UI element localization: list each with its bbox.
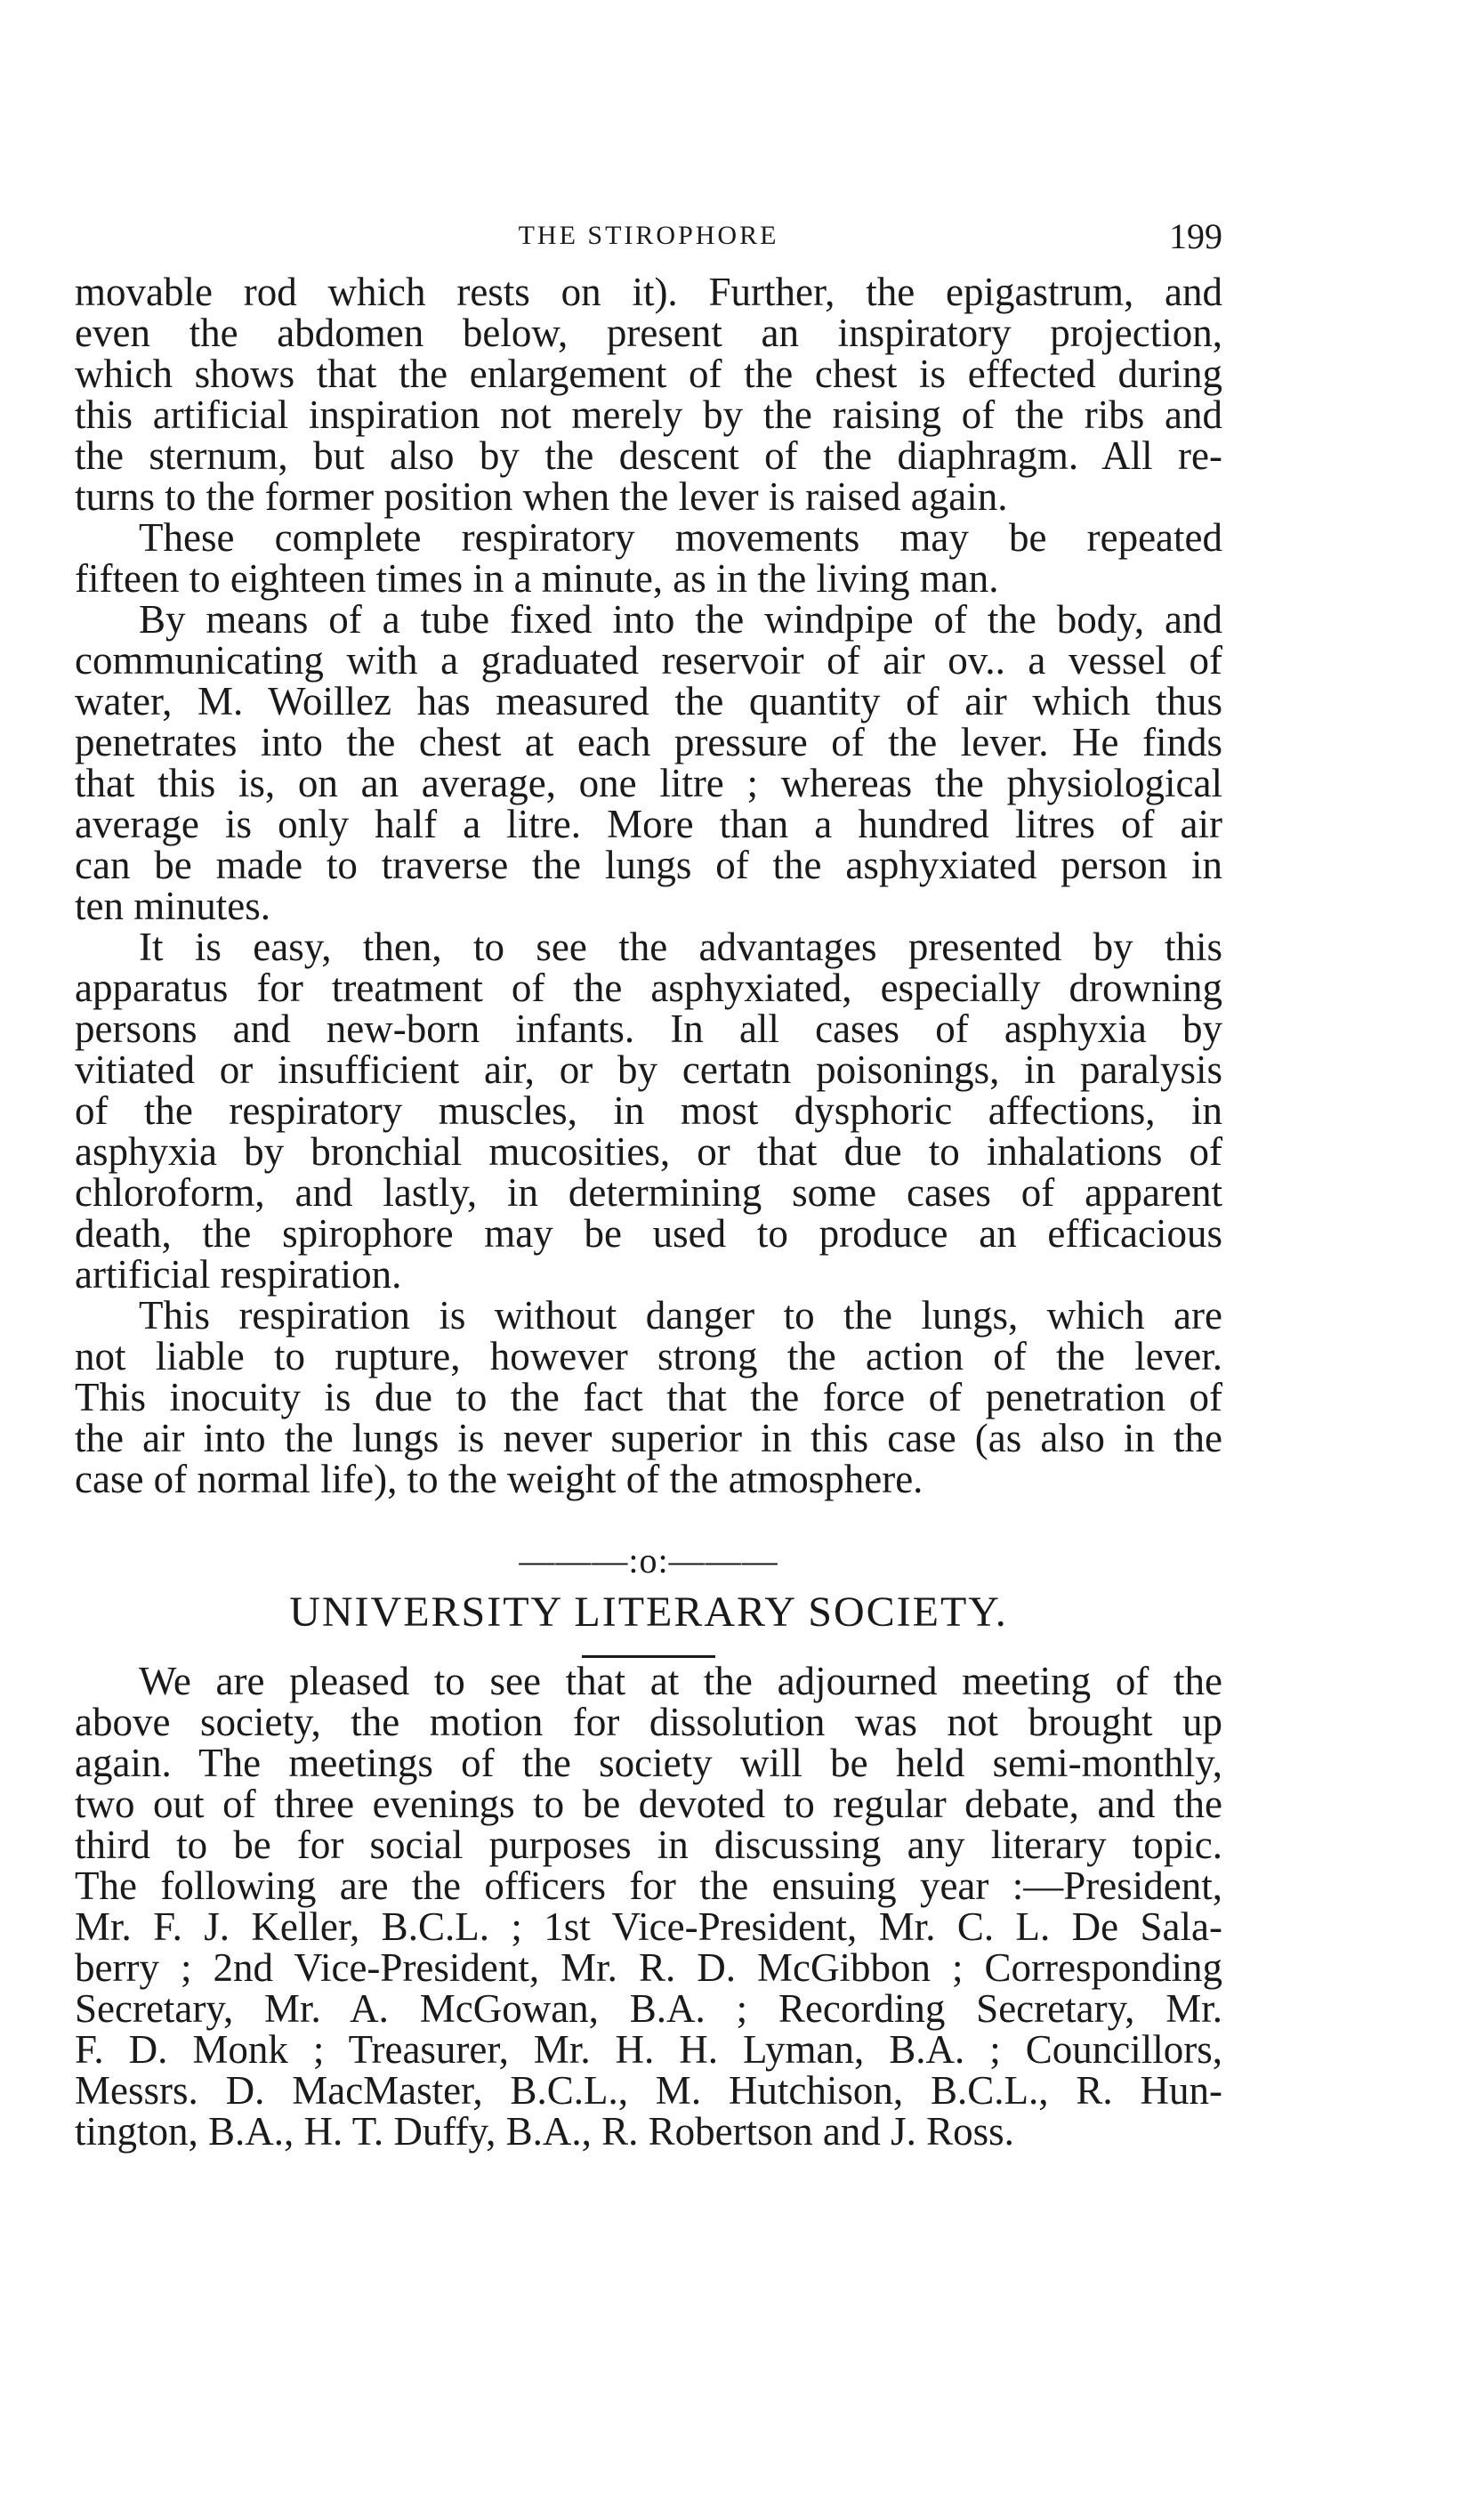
text-line: even the abdomen below, present an inspiratory projection,: [75, 311, 1222, 355]
text-line: this artificial inspiration not merely by the raising of the ribs and: [75, 392, 1222, 437]
running-title: THE STIROPHORE: [518, 221, 779, 250]
text-line: water, M. Woillez has measured the quantity of air which thus: [75, 679, 1222, 724]
text-line: The following are the officers for the ensuing year :—President,: [75, 1863, 1222, 1908]
text-line: apparatus for treatment of the asphyxiated, especially drowning: [75, 966, 1222, 1010]
paragraph: [75, 1295, 1222, 1500]
text-line: Secretary, Mr. A. McGowan, B.A. ; Recording Secretary, Mr.: [75, 1986, 1222, 2031]
text-line: persons and new-born infants. In all cases of asphyxia by: [75, 1006, 1222, 1051]
text-line: artificial respiration.: [75, 1252, 402, 1297]
text-line: the air into the lungs is never superior in this case (as also in the: [75, 1416, 1222, 1460]
text-line: above society, the motion for dissolution was not brought up: [75, 1700, 1222, 1744]
text-line: communicating with a graduated reservoir of air ov.. a vessel of: [75, 638, 1222, 683]
text-line: turns to the former position when the lever is raised again.: [75, 474, 1008, 519]
text-line: vitiated or insufficient air, or by certatn poisonings, in paralysis: [75, 1047, 1222, 1092]
section-title: UNIVERSITY LITERARY SOCIETY.: [289, 1588, 1008, 1636]
text-line: not liable to rupture, however strong the action of the lever.: [75, 1334, 1222, 1378]
paragraph: [75, 1661, 1222, 2152]
text-line: again. The meetings of the society will be held semi-monthly,: [75, 1741, 1222, 1785]
text-line: that this is, on an average, one litre ; whereas the physiological: [75, 761, 1222, 805]
text-line: tington, B.A., H. T. Duffy, B.A., R. Robertson and J. Ross.: [75, 2109, 1014, 2154]
text-line: average is only half a litre. More than a hundred litres of air: [75, 802, 1222, 846]
text-line: By means of a tube fixed into the windpipe of the body, and: [139, 597, 1222, 642]
text-line: case of normal life), to the weight of the atmosphere.: [75, 1457, 923, 1501]
paragraph: [75, 926, 1222, 1295]
text-line: the sternum, but also by the descent of the diaphragm. All re-: [75, 433, 1222, 478]
section-separator: ———:o:———: [519, 1540, 778, 1580]
text-line: ten minutes.: [75, 884, 270, 928]
text-line: F. D. Monk ; Treasurer, Mr. H. H. Lyman, B.A. ; Councillors,: [75, 2027, 1222, 2072]
page-number: 199: [1169, 216, 1222, 256]
text-line: berry ; 2nd Vice-President, Mr. R. D. McGibbon ; Corresponding: [75, 1945, 1222, 1990]
text-line: of the respiratory muscles, in most dysphoric affections, in: [75, 1088, 1222, 1133]
paragraph: [75, 517, 1222, 599]
text-line: chloroform, and lastly, in determining some cases of apparent: [75, 1170, 1222, 1215]
text-line: Messrs. D. MacMaster, B.C.L., M. Hutchison, B.C.L., R. Hun-: [75, 2068, 1222, 2113]
text-line: death, the spirophore may be used to produce an efficacious: [75, 1211, 1222, 1256]
article-body: [75, 271, 1222, 1500]
paragraph: [75, 599, 1222, 926]
text-line: fifteen to eighteen times in a minute, as in the living man.: [75, 556, 999, 601]
text-line: This respiration is without danger to the lungs, which are: [139, 1293, 1222, 1338]
text-line: movable rod which rests on it). Further, the epigastrum, and: [75, 270, 1222, 314]
text-line: This inocuity is due to the fact that the force of penetration of: [75, 1375, 1222, 1419]
text-line: We are pleased to see that at the adjourned meeting of the: [139, 1659, 1222, 1703]
text-line: two out of three evenings to be devoted to regular debate, and the: [75, 1782, 1222, 1826]
text-line: which shows that the enlargement of the chest is effected during: [75, 352, 1222, 396]
paragraph: [75, 271, 1222, 517]
title-underline-rule: [582, 1655, 715, 1658]
text-line: can be made to traverse the lungs of the asphyxiated person in: [75, 843, 1222, 887]
page-header: [75, 216, 1222, 256]
text-line: penetrates into the chest at each pressure of the lever. He finds: [75, 720, 1222, 764]
text-line: These complete respiratory movements may be repeated: [139, 515, 1222, 560]
text-line: asphyxia by bronchial mucosities, or that due to inhalations of: [75, 1129, 1222, 1174]
society-article-body: [75, 1661, 1222, 2152]
text-line: Mr. F. J. Keller, B.C.L. ; 1st Vice-President, Mr. C. L. De Sala-: [75, 1904, 1222, 1949]
text-line: It is easy, then, to see the advantages presented by this: [139, 925, 1222, 969]
text-line: third to be for social purposes in discussing any literary topic.: [75, 1823, 1222, 1867]
